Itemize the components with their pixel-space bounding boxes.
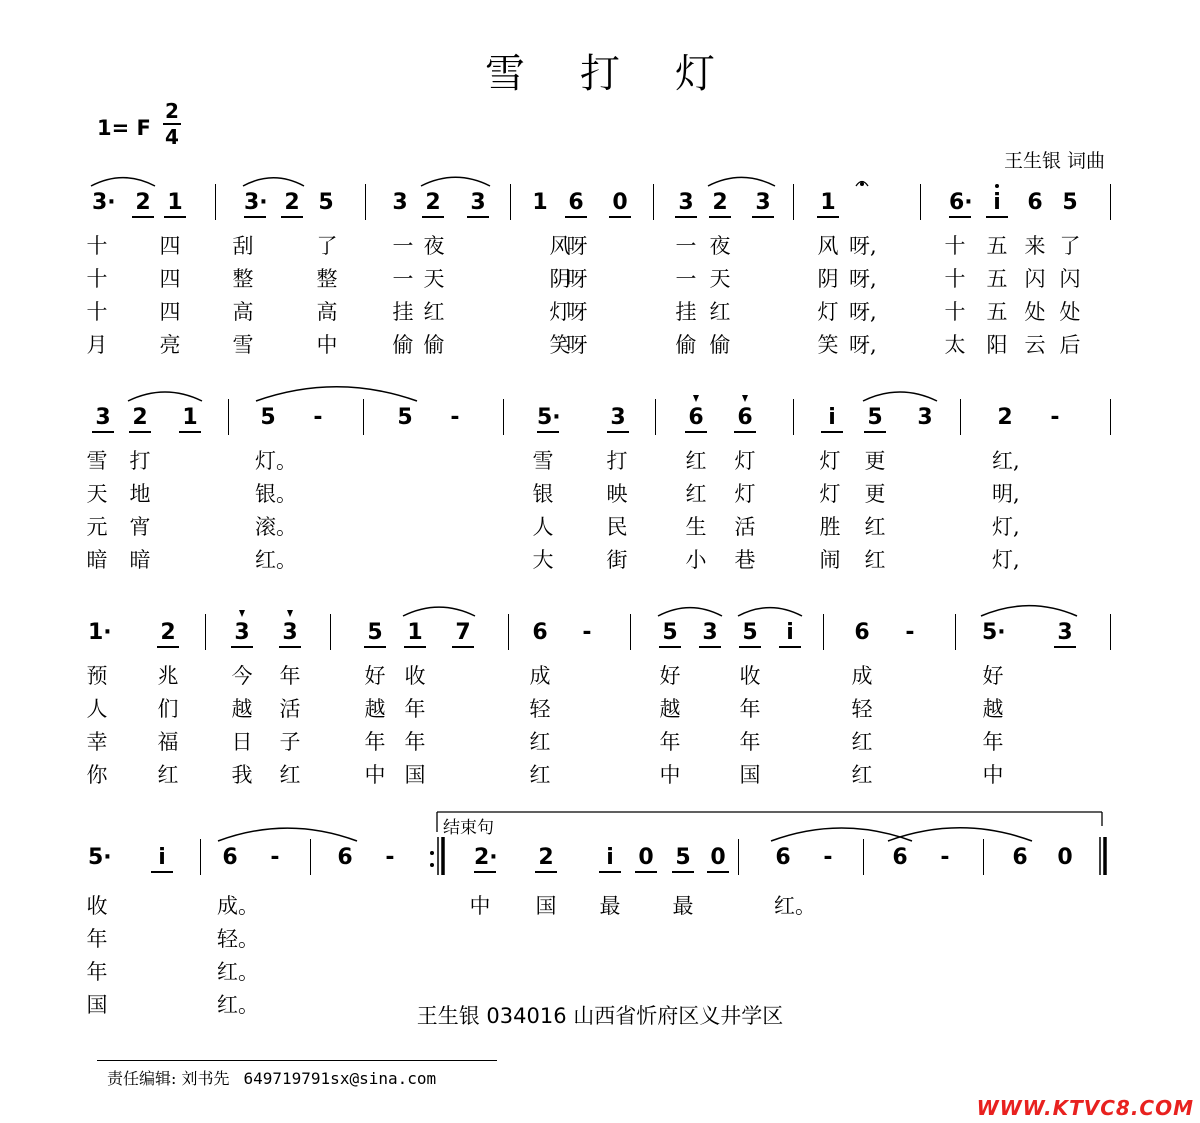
lyric-char: 四 (159, 300, 181, 324)
lyric-char: 你 (86, 763, 108, 787)
lyric-char: 银 (532, 482, 554, 506)
lyric-char: 暗 (129, 548, 151, 572)
lyric-char: 民 (606, 515, 628, 539)
lyric-char: 红。 (217, 960, 259, 984)
note: 5 (1062, 190, 1078, 215)
lyric-char: 一 (675, 267, 697, 291)
barline (738, 839, 739, 875)
note: 6· (949, 190, 971, 218)
note: i (151, 845, 173, 873)
lyric-char: 天 (423, 267, 445, 291)
lyric-char: 红 (279, 763, 301, 787)
note: 0 (707, 845, 729, 873)
lyric-char: 巷 (734, 548, 756, 572)
lyric-char: 宵 (129, 515, 151, 539)
slur (256, 387, 417, 401)
lyric-char: 红。 (774, 894, 816, 918)
lyric-char: 小 (685, 548, 707, 572)
lyric-char: 灯, (992, 548, 1020, 572)
lyric-char: 收 (404, 664, 426, 688)
lyric-char: 风 (549, 234, 571, 258)
lyric-char: 阴 (549, 267, 571, 291)
note: 6 (532, 620, 548, 645)
lyric-char: 整 (316, 267, 338, 291)
lyric-char: 年 (86, 960, 108, 984)
note: 6 (734, 405, 756, 433)
barline (503, 399, 504, 435)
sustain-dash: - (450, 405, 460, 430)
note: 6 (222, 845, 238, 870)
sustain-dash: - (1050, 405, 1060, 430)
barline (793, 184, 794, 220)
lyric-char: 雪 (86, 449, 108, 473)
lyric-char: 一 (392, 234, 414, 258)
lyric-char: 灯 (734, 449, 756, 473)
lyric-char: 亮 (159, 333, 181, 357)
lyric-char: 日 (231, 730, 253, 754)
lyric-char: 们 (157, 697, 179, 721)
lyric-char: 处 (1059, 300, 1081, 324)
note: 2 (422, 190, 444, 218)
lyric-char: 元 (86, 515, 108, 539)
note: 0 (609, 190, 631, 218)
accent-mark (287, 610, 293, 617)
repeat-dot (430, 863, 434, 867)
barline (228, 399, 229, 435)
lyric-char: 打 (129, 449, 151, 473)
repeat-dot (430, 851, 434, 855)
lyric-char: 中 (469, 894, 491, 918)
lyric-char: 收 (739, 664, 761, 688)
sustain-dash: - (582, 620, 592, 645)
lyric-char: 年 (739, 730, 761, 754)
note: 6 (1027, 190, 1043, 215)
slur (708, 177, 775, 186)
lyric-char: 偷 (423, 333, 445, 357)
lyric-char: 兆 (157, 664, 179, 688)
lyric-char: 十 (86, 300, 108, 324)
lyric-char: 灯 (549, 300, 571, 324)
lyric-char: 呀, (849, 267, 877, 291)
lyric-char: 活 (734, 515, 756, 539)
lyric-char: 好 (982, 664, 1004, 688)
note: 1 (532, 190, 548, 215)
note: 6 (337, 845, 353, 870)
note: 3· (244, 190, 266, 218)
lyric-char: 暗 (86, 548, 108, 572)
lyric-char: 高 (232, 300, 254, 324)
lyric-char: 国 (86, 993, 108, 1017)
lyric-char: 国 (404, 763, 426, 787)
lyric-char: 最 (599, 894, 621, 918)
lyric-char: 阳 (986, 333, 1008, 357)
sustain-dash: - (940, 845, 950, 870)
lyric-char: 年 (86, 927, 108, 951)
barline (330, 614, 331, 650)
note: 5· (88, 845, 112, 870)
lyric-char: 来 (1024, 234, 1046, 258)
lyric-char: 好 (659, 664, 681, 688)
lyric-char: 天 (709, 267, 731, 291)
lyric-char: 五 (986, 267, 1008, 291)
note: i (779, 620, 801, 648)
lyric-char: 一 (675, 234, 697, 258)
lyric-char: 打 (606, 449, 628, 473)
note: 3 (917, 405, 933, 430)
note: 1 (164, 190, 186, 218)
slur (981, 606, 1077, 616)
lyric-char: 夜 (423, 234, 445, 258)
note: i (986, 190, 1008, 218)
fermata-dot (860, 182, 864, 186)
accent-mark (693, 395, 699, 402)
barline (1110, 614, 1111, 650)
note: 5 (659, 620, 681, 648)
note: 2 (709, 190, 731, 218)
slur (218, 828, 357, 841)
lyric-char: 偷 (709, 333, 731, 357)
slur (243, 178, 304, 186)
lyric-char: 年 (982, 730, 1004, 754)
slur (128, 392, 202, 401)
slur (863, 392, 937, 401)
lyric-char: 夜 (709, 234, 731, 258)
time-signature-top: 2 (165, 99, 179, 123)
lyric-char: 整 (232, 267, 254, 291)
lyric-char: 更 (864, 482, 886, 506)
note: 7 (452, 620, 474, 648)
lyric-char: 灯。 (255, 449, 297, 473)
note: 2 (157, 620, 179, 648)
slur (91, 178, 155, 186)
note: 3 (231, 620, 253, 648)
note: 3 (675, 190, 697, 218)
barline (955, 614, 956, 650)
lyric-char: 灯 (819, 449, 841, 473)
lyric-char: 后 (1059, 333, 1081, 357)
lyric-char: 呀, (849, 333, 877, 357)
editor-email: 649719791sx@sina.com (243, 1069, 437, 1088)
lyric-char: 五 (986, 300, 1008, 324)
note: 5 (672, 845, 694, 873)
note: 5 (260, 405, 276, 430)
note: 0 (635, 845, 657, 873)
lyric-char: 十 (944, 267, 966, 291)
lyric-char: 成。 (217, 894, 259, 918)
lyric-char: 太 (944, 333, 966, 357)
lyric-char: 十 (86, 234, 108, 258)
slur (771, 828, 912, 841)
lyric-char: 灯, (992, 515, 1020, 539)
lyric-char: 刮 (232, 234, 254, 258)
note: i (599, 845, 621, 873)
lyric-char: 成 (851, 664, 873, 688)
editor-credit (107, 1066, 436, 1089)
lyric-char: 地 (129, 482, 151, 506)
lyric-char: 阴 (817, 267, 839, 291)
barline (1110, 399, 1111, 435)
note: 5· (537, 405, 559, 433)
note: i (821, 405, 843, 433)
lyric-char: 红 (423, 300, 445, 324)
lyric-char: 偷 (392, 333, 414, 357)
lyric-char: 呀 (566, 333, 588, 357)
site-watermark: WWW.KTVC8.COM (976, 1096, 1194, 1120)
lyric-char: 生 (685, 515, 707, 539)
lyric-char: 红 (529, 730, 551, 754)
lyric-char: 轻。 (217, 927, 259, 951)
lyric-char: 预 (86, 664, 108, 688)
lyric-char: 国 (739, 763, 761, 787)
note: 2· (474, 845, 496, 873)
note: 2 (997, 405, 1013, 430)
lyric-char: 中 (982, 763, 1004, 787)
lyric-char: 红 (685, 449, 707, 473)
lyric-char: 了 (1059, 234, 1081, 258)
lyric-char: 年 (404, 697, 426, 721)
lyric-char: 灯 (734, 482, 756, 506)
note: 3 (752, 190, 774, 218)
lyric-char: 月 (86, 333, 108, 357)
lyric-char: 越 (364, 697, 386, 721)
lyric-char: 红 (864, 548, 886, 572)
lyric-char: 红 (851, 730, 873, 754)
note: 3 (92, 405, 114, 433)
slur (421, 177, 490, 186)
accent-mark (239, 610, 245, 617)
lyric-char: 灯 (819, 482, 841, 506)
lyric-char: 闪 (1024, 267, 1046, 291)
lyric-char: 中 (364, 763, 386, 787)
lyric-char: 年 (659, 730, 681, 754)
barline (310, 839, 311, 875)
lyric-char: 更 (864, 449, 886, 473)
lyric-char: 笑 (549, 333, 571, 357)
barline (630, 614, 631, 650)
note: 2 (132, 190, 154, 218)
barline (200, 839, 201, 875)
lyric-char: 人 (86, 697, 108, 721)
lyric-char: 红 (529, 763, 551, 787)
note: 3 (467, 190, 489, 218)
sustain-dash: - (823, 845, 833, 870)
slur (403, 607, 475, 616)
note: 5 (397, 405, 413, 430)
note: 3 (392, 190, 408, 215)
lyric-char: 福 (157, 730, 179, 754)
lyric-char: 呀, (849, 234, 877, 258)
note: 6 (685, 405, 707, 433)
lyric-char: 十 (944, 300, 966, 324)
song-title: 雪打灯 (485, 51, 770, 97)
editor-name: 责任编辑: 刘书先 (107, 1069, 230, 1088)
note: 3 (607, 405, 629, 433)
lyric-char: 雪 (532, 449, 554, 473)
lyric-char: 我 (231, 763, 253, 787)
lyric-char: 呀, (849, 300, 877, 324)
lyric-char: 闹 (819, 548, 841, 572)
lyric-char: 雪 (232, 333, 254, 357)
barline (653, 184, 654, 220)
note: 5 (318, 190, 334, 215)
barline (205, 614, 206, 650)
lyric-char: 年 (404, 730, 426, 754)
lyric-char: 活 (279, 697, 301, 721)
time-signature-bottom: 4 (165, 125, 179, 149)
lyric-char: 偷 (675, 333, 697, 357)
note: 1· (88, 620, 112, 645)
lyric-char: 红 (709, 300, 731, 324)
lyric-char: 高 (316, 300, 338, 324)
barline (920, 184, 921, 220)
barline (363, 399, 364, 435)
barline (823, 614, 824, 650)
lyric-char: 越 (231, 697, 253, 721)
high-octave-dot (995, 184, 999, 188)
lyric-char: 映 (606, 482, 628, 506)
lyric-char: 四 (159, 267, 181, 291)
barline (508, 614, 509, 650)
lyric-char: 好 (364, 664, 386, 688)
barline (983, 839, 984, 875)
lyric-char: 最 (672, 894, 694, 918)
lyric-char: 红, (992, 449, 1020, 473)
sustain-dash: - (270, 845, 280, 870)
note: 5· (982, 620, 1006, 645)
lyric-char: 呀 (566, 300, 588, 324)
note: 5 (739, 620, 761, 648)
lyric-char: 了 (316, 234, 338, 258)
lyric-char: 红 (864, 515, 886, 539)
note: 2 (281, 190, 303, 218)
lyric-char: 灯 (817, 300, 839, 324)
lyric-char: 年 (364, 730, 386, 754)
note: 1 (817, 190, 839, 218)
note: 3 (1054, 620, 1076, 648)
lyric-char: 四 (159, 234, 181, 258)
note: 6 (1012, 845, 1028, 870)
lyric-char: 轻 (851, 697, 873, 721)
author-address: 王生银 034016 山西省忻府区义井学区 (416, 1004, 784, 1028)
note: 0 (1057, 845, 1073, 870)
lyric-char: 处 (1024, 300, 1046, 324)
lyric-char: 收 (86, 894, 108, 918)
note: 1 (179, 405, 201, 433)
lyric-char: 红。 (255, 548, 297, 572)
lyric-char: 年 (279, 664, 301, 688)
lyric-char: 轻 (529, 697, 551, 721)
lyric-char: 街 (606, 548, 628, 572)
lyric-char: 天 (86, 482, 108, 506)
barline (510, 184, 511, 220)
lyric-char: 呀 (566, 234, 588, 258)
sustain-dash: - (313, 405, 323, 430)
lyric-char: 越 (982, 697, 1004, 721)
lyric-char: 风 (817, 234, 839, 258)
barline (215, 184, 216, 220)
barline (1110, 184, 1111, 220)
lyric-char: 红 (685, 482, 707, 506)
composer-credit: 王生银 词曲 (1003, 150, 1105, 172)
note: 6 (892, 845, 908, 870)
lyric-char: 滚。 (255, 515, 297, 539)
barline (365, 184, 366, 220)
lyric-char: 笑 (817, 333, 839, 357)
note: 6 (854, 620, 870, 645)
barline (655, 399, 656, 435)
lyric-char: 幸 (86, 730, 108, 754)
lyric-char: 红 (157, 763, 179, 787)
note: 3· (92, 190, 116, 215)
lyric-char: 明, (992, 482, 1020, 506)
slur (738, 608, 802, 616)
lyric-char: 闪 (1059, 267, 1081, 291)
lyric-char: 中 (316, 333, 338, 357)
lyric-char: 呀 (566, 267, 588, 291)
note: 5 (864, 405, 886, 433)
slur (888, 828, 1032, 841)
lyric-char: 挂 (392, 300, 414, 324)
lyric-char: 红 (851, 763, 873, 787)
barline (793, 399, 794, 435)
barline (863, 839, 864, 875)
lyric-char: 银。 (255, 482, 297, 506)
note: 3 (699, 620, 721, 648)
lyric-char: 红。 (217, 993, 259, 1017)
barline (960, 399, 961, 435)
slur (658, 608, 722, 616)
note: 3 (279, 620, 301, 648)
accent-mark (742, 395, 748, 402)
sustain-dash: - (905, 620, 915, 645)
lyric-char: 十 (944, 234, 966, 258)
note: 1 (404, 620, 426, 648)
lyric-char: 十 (86, 267, 108, 291)
footer-divider (97, 1060, 497, 1061)
note: 2 (535, 845, 557, 873)
sustain-dash: - (385, 845, 395, 870)
lyric-char: 五 (986, 234, 1008, 258)
lyric-char: 子 (279, 730, 301, 754)
lyric-char: 国 (535, 894, 557, 918)
lyric-char: 成 (529, 664, 551, 688)
note: 5 (364, 620, 386, 648)
note: 6 (775, 845, 791, 870)
lyric-char: 一 (392, 267, 414, 291)
lyric-char: 年 (739, 697, 761, 721)
note: 2 (129, 405, 151, 433)
lyric-char: 胜 (819, 515, 841, 539)
lyric-char: 挂 (675, 300, 697, 324)
lyric-char: 云 (1024, 333, 1046, 357)
key-signature: 1= F (97, 116, 151, 140)
lyric-char: 今 (231, 664, 253, 688)
lyric-char: 越 (659, 697, 681, 721)
note: 6 (565, 190, 587, 218)
lyric-char: 人 (532, 515, 554, 539)
lyric-char: 大 (532, 548, 554, 572)
ending-label: 结束句 (443, 818, 494, 838)
lyric-char: 中 (659, 763, 681, 787)
